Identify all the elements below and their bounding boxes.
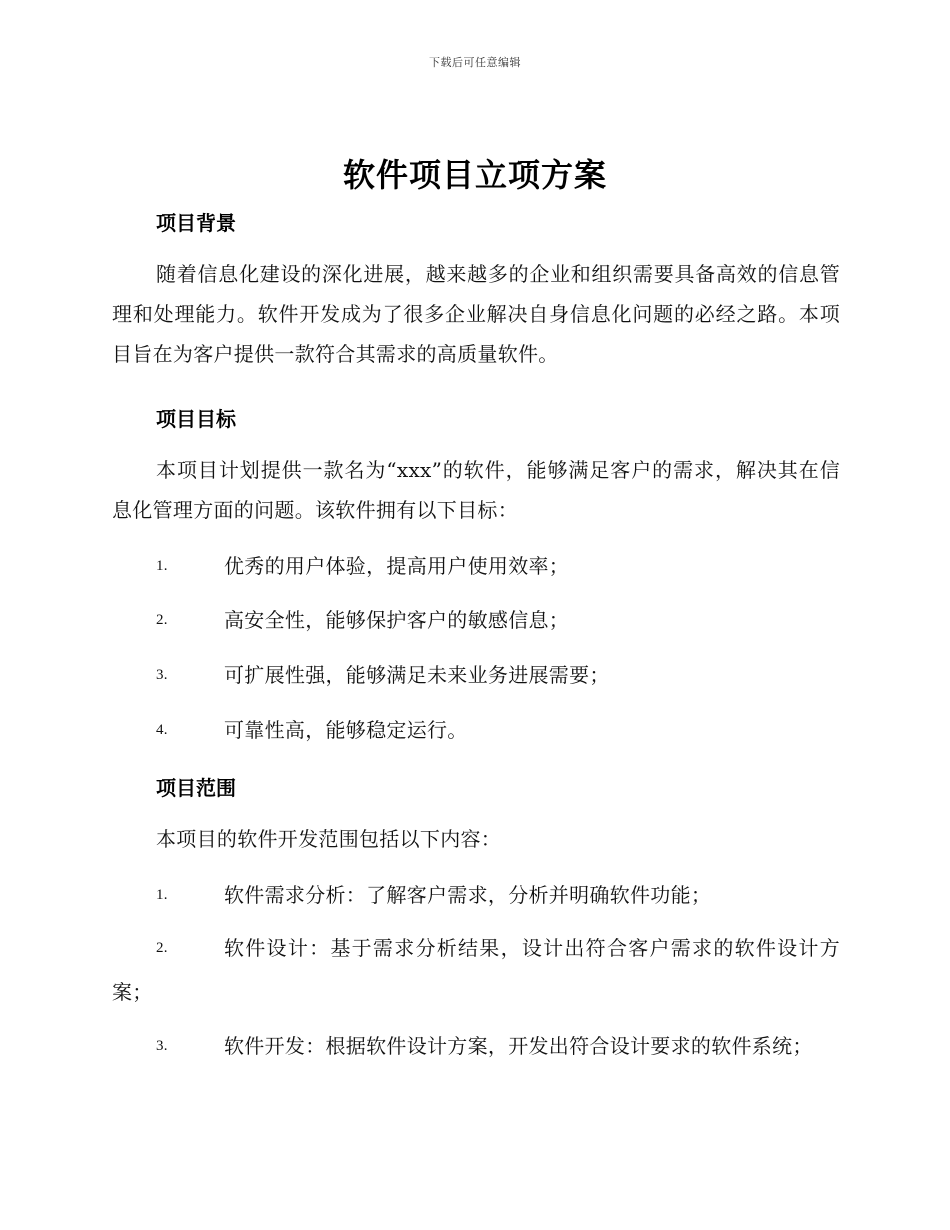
scope-item: [112, 873, 840, 917]
background-paragraph: 随着信息化建设的深化进展，越来越多的企业和组织需要具备高效的信息管理和处理能力。软件开发成为了很多企业解决自身信息化问题的必经之路。本项目旨在为客户提供一款符合其需求的高质量软件。: [112, 262, 840, 366]
goal-item-number: 3.: [156, 667, 168, 683]
section-heading-goals: 项目目标: [156, 407, 236, 431]
goal-item-text: 优秀的用户体验，提高用户使用效率；: [224, 554, 570, 578]
scope-paragraph: 本项目的软件开发范围包括以下内容：: [156, 827, 502, 851]
goal-item: [112, 653, 840, 697]
scope-item: [112, 926, 840, 1014]
scope-item-number: 1.: [156, 887, 168, 903]
scope-item-text: 软件开发：根据软件设计方案，开发出符合设计要求的软件系统；: [224, 1034, 813, 1058]
goal-item: [112, 708, 840, 752]
goal-item: [112, 598, 840, 642]
scope-item-text: 软件需求分析：了解客户需求，分析并明确软件功能；: [224, 883, 712, 907]
goals-paragraph: 本项目计划提供一款名为“xxx”的软件，能够满足客户的需求，解决其在信息化管理方面的问题。该软件拥有以下目标：: [112, 458, 840, 522]
scope-item-text: 软件设计：基于需求分析结果，设计出符合客户需求的软件设计方案；: [112, 936, 840, 1004]
goal-item: [112, 544, 840, 588]
goal-item-number: 2.: [156, 612, 168, 628]
section-heading-scope: 项目范围: [156, 776, 236, 800]
scope-item: [112, 1024, 840, 1068]
section-heading-background: 项目背景: [156, 211, 236, 235]
goal-item-number: 4.: [156, 722, 168, 738]
goal-item-text: 可扩展性强，能够满足未来业务进展需要；: [224, 663, 610, 687]
goal-item-text: 可靠性高，能够稳定运行。: [224, 718, 468, 742]
goal-item-text: 高安全性，能够保护客户的敏感信息；: [224, 608, 570, 632]
header-note: 下载后可任意编辑: [429, 56, 521, 69]
document-title: 软件项目立项方案: [342, 156, 607, 194]
goal-item-number: 1.: [156, 558, 168, 574]
scope-item-number: 3.: [156, 1038, 168, 1054]
scope-item-number: 2.: [156, 940, 168, 956]
